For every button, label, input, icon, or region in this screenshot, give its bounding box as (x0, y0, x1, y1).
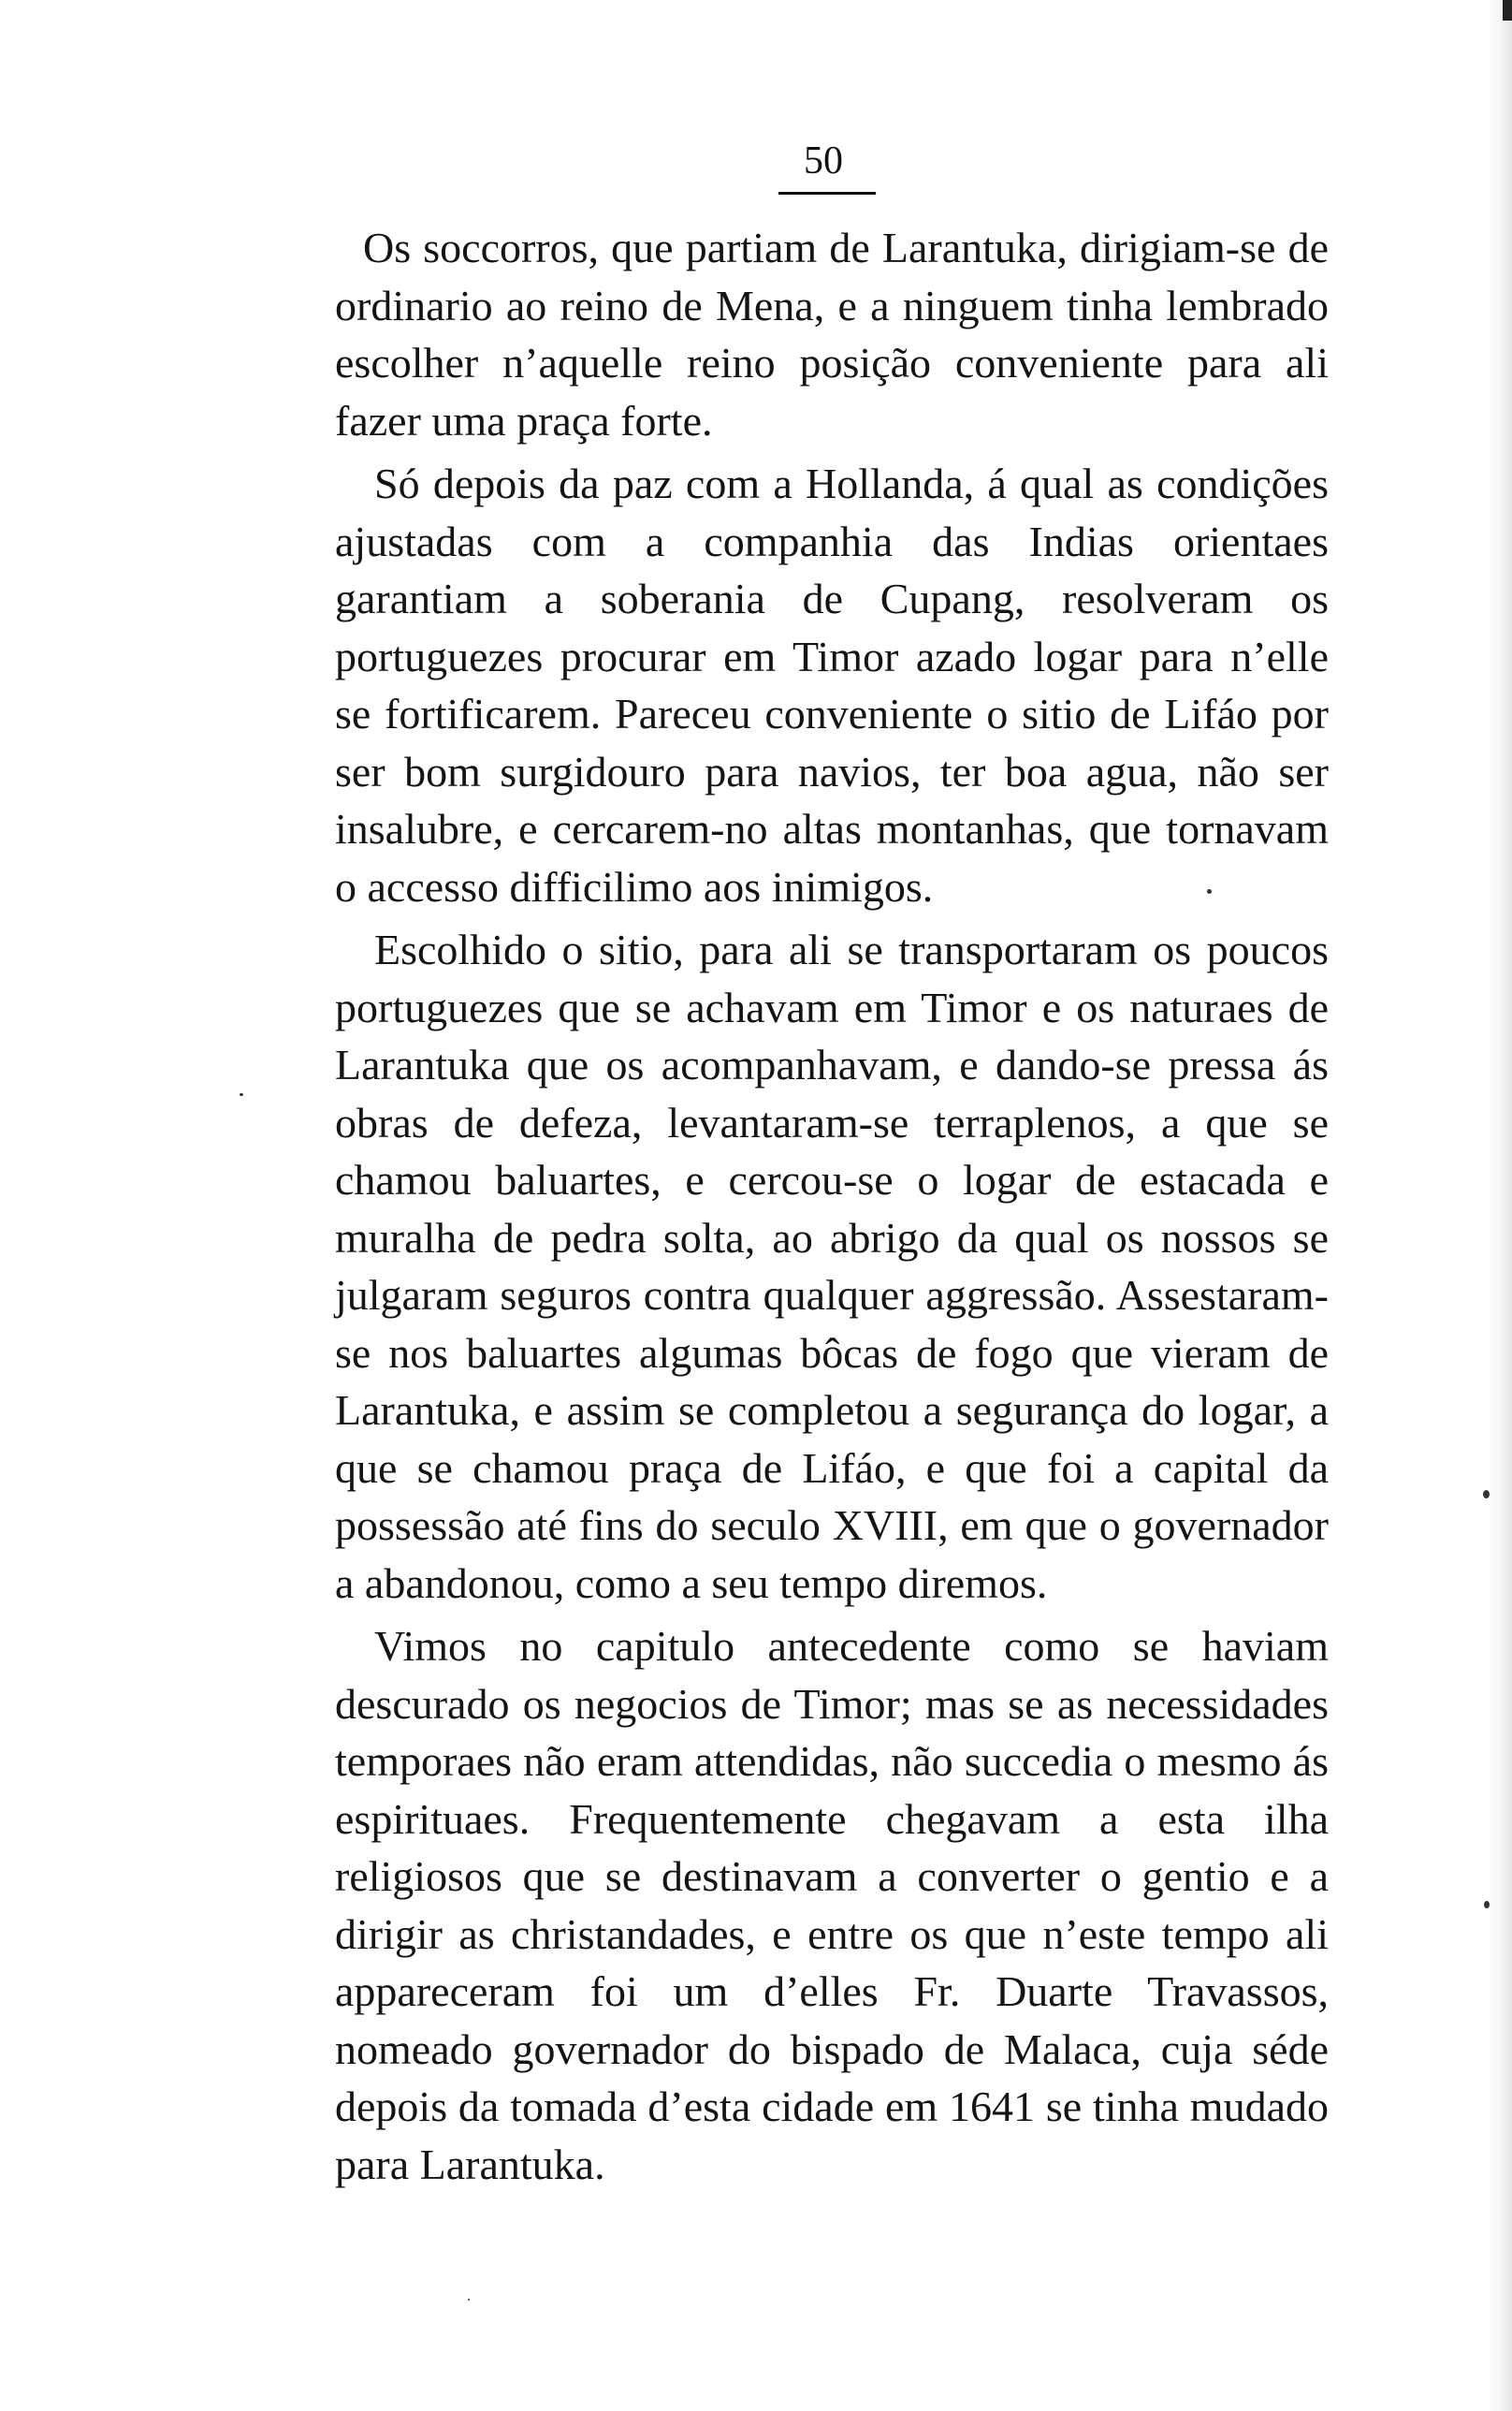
paragraph-4: Vimos no capitulo antecedente como se haviam descurado os negocios de Timor; mas se as necessidades temporaes não eram attendidas, não succedia o mesmo ás espirituaes. Frequentemente chegavam a esta ilha religiosos que se destinavam a converter o gentio e a dirigir as christandades, e entre os que n’este tempo ali appareceram foi um d’elles Fr. Duarte Travassos, nomeado governador do bispado de Malaca, cuja séde depois da tomada d’esta cidade em 1641 se tinha mudado para Larantuka. (335, 1622, 1329, 2188)
scan-speck (1484, 1901, 1490, 1908)
scan-speck (1207, 889, 1212, 894)
body-text (335, 219, 1329, 2193)
scan-edge-mark (1503, 0, 1512, 21)
page-number-rule (778, 192, 876, 195)
scan-speck (468, 2299, 470, 2301)
scan-speck (1483, 1490, 1490, 1498)
paragraph-1: Os soccorros, que partiam de Larantuka, dirigiam-se de ordinario ao reino de Mena, e a ninguem tinha lembrado escolher n’aquelle reino posição conveniente para ali fazer uma praça forte. (335, 224, 1329, 445)
page-number: 50 (804, 139, 843, 183)
paragraph-2: Só depois da paz com a Hollanda, á qual as condições ajustadas com a companhia das Indias orientaes garantiam a soberania de Cupang, resolveram os portuguezes procurar em Timor azado logar para n’elle se fortificarem. Pareceu conveniente o sitio de Lifáo por ser bom surgidouro para navios, ter boa agua, não ser insalubre, e cercarem-no altas montanhas, que tornavam o accesso difficilimo aos inimigos. (335, 460, 1329, 911)
scan-edge (1486, 0, 1512, 2411)
paragraph-3: Escolhido o sitio, para ali se transportaram os poucos portuguezes que se achavam em Timor e os naturaes de Larantuka que os acompanhavam, e dando-se pressa ás obras de defeza, levantaram-se terraplenos, a que se chamou baluartes, e cercou-se o logar de estacada e muralha de pedra solta, ao abrigo da qual os nossos se julgaram seguros contra qualquer aggressão. Assestaram-se nos baluartes algumas bôcas de fogo que vieram de Larantuka, e assim se completou a segurança do logar, a que se chamou praça de Lifáo, e que foi a capital da possessão até fins do seculo XVIII, em que o governador a abandonou, como a seu tempo diremos. (335, 926, 1329, 1607)
scan-speck (240, 1093, 243, 1096)
